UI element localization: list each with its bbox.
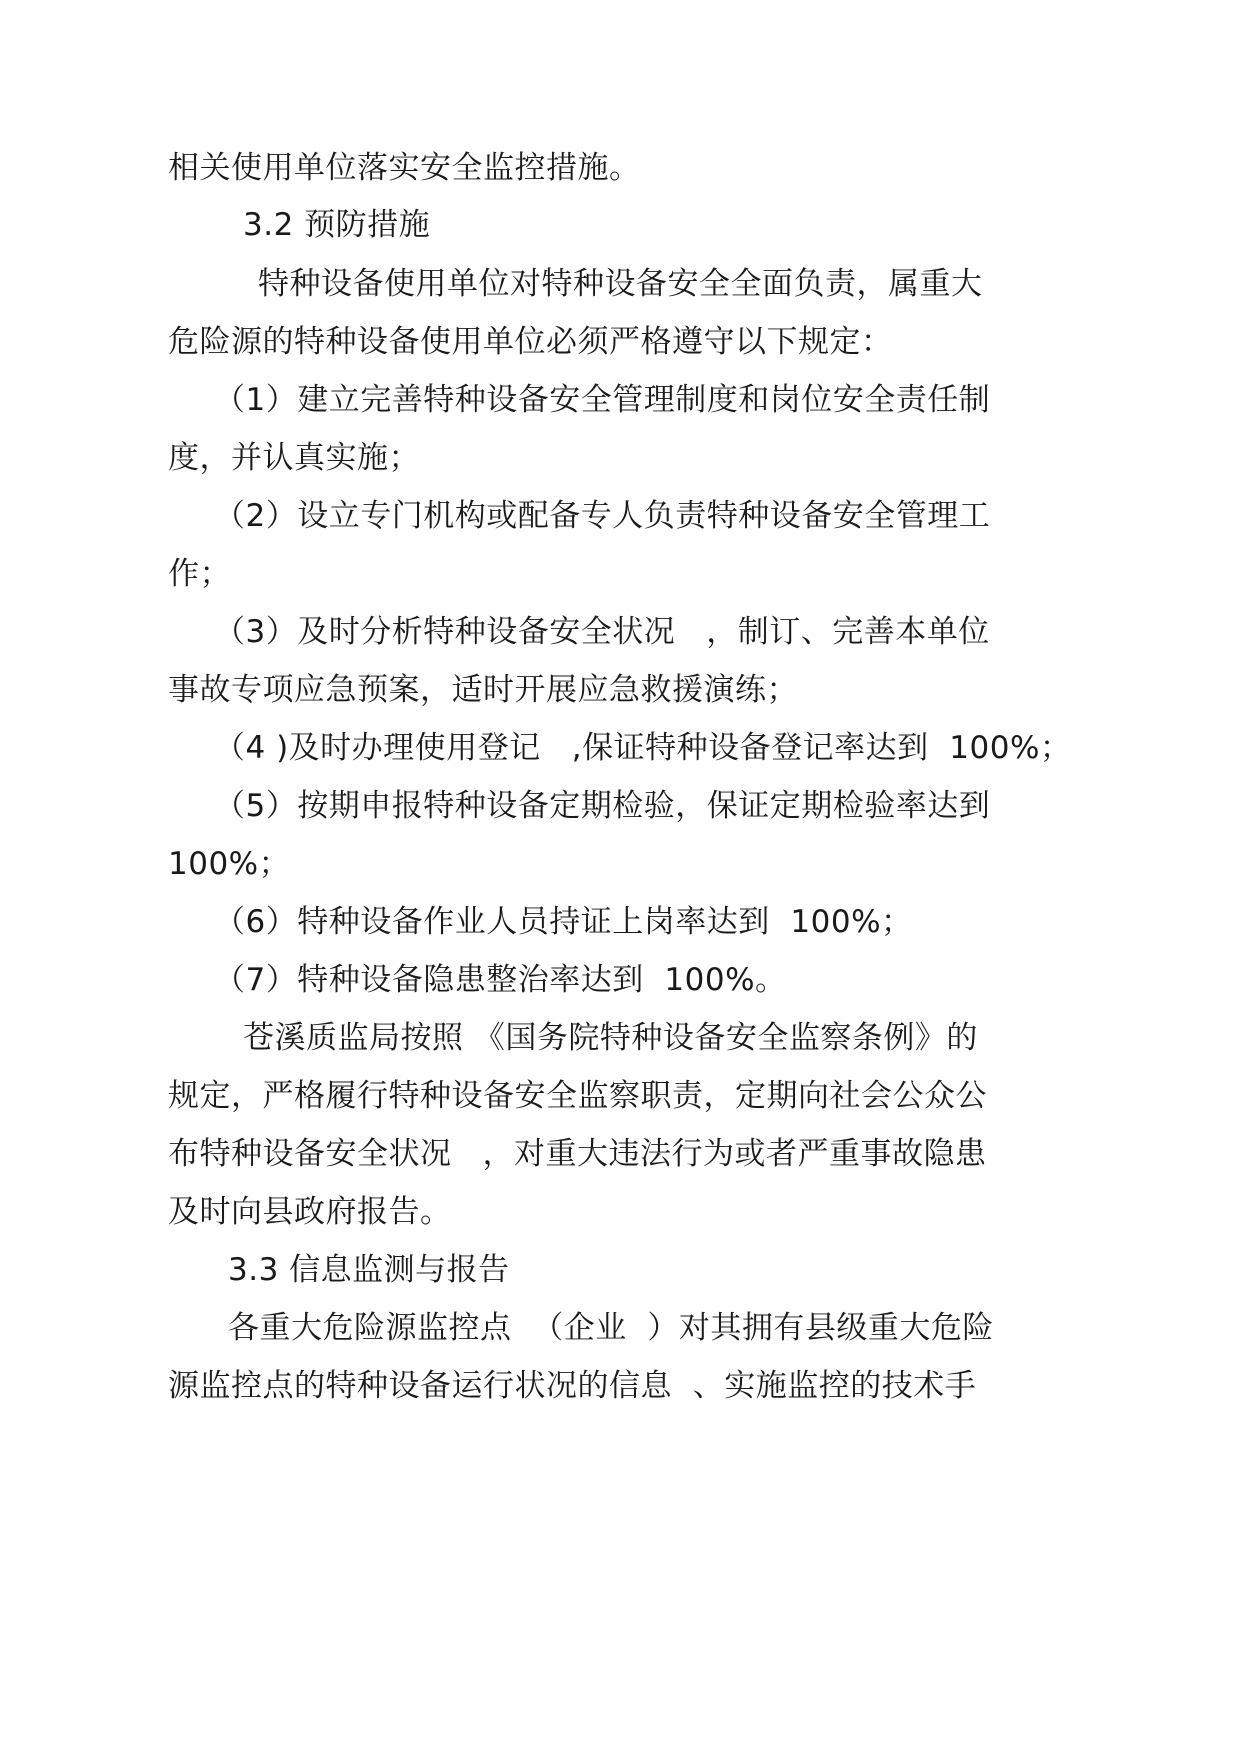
text-line: 布特种设备安全状况 ，对重大违法行为或者严重事故隐患 bbox=[168, 1136, 987, 1172]
list-item: （4 )及时办理使用登记 ,保证特种设备登记率达到 100%； bbox=[214, 730, 1072, 766]
text-line: 及时向县政府报告。 bbox=[168, 1194, 452, 1230]
text-line: 苍溪质监局按照 《国务院特种设备安全监察条例》的 bbox=[243, 1020, 978, 1056]
list-item: （7）特种设备隐患整治率达到 100%。 bbox=[214, 962, 787, 998]
list-item: （5）按期申报特种设备定期检验，保证定期检验率达到 bbox=[214, 788, 991, 824]
text-line: 各重大危险源监控点 （企业 ）对其拥有县级重大危险 bbox=[228, 1310, 994, 1346]
text-line: 作； bbox=[168, 556, 231, 592]
list-item: （2）设立专门机构或配备专人负责特种设备安全管理工 bbox=[214, 498, 991, 534]
list-item: （3）及时分析特种设备安全状况 ，制订、完善本单位 bbox=[214, 614, 990, 650]
text-line: 规定，严格履行特种设备安全监察职责，定期向社会公众公 bbox=[168, 1078, 987, 1114]
text-line: 度，并认真实施； bbox=[168, 440, 420, 476]
section-heading: 3.3 信息监测与报告 bbox=[228, 1252, 510, 1288]
text-line: 相关使用单位落实安全监控措施。 bbox=[168, 150, 641, 186]
list-item: （6）特种设备作业人员持证上岗率达到 100%； bbox=[214, 904, 913, 940]
text-line: 100%； bbox=[168, 846, 291, 882]
text-line: 危险源的特种设备使用单位必须严格遵守以下规定： bbox=[168, 324, 893, 360]
section-heading: 3.2 预防措施 bbox=[243, 207, 431, 243]
text-line: 事故专项应急预案，适时开展应急救援演练； bbox=[168, 672, 798, 708]
text-line: 特种设备使用单位对特种设备安全全面负责，属重大 bbox=[258, 266, 983, 302]
text-line: 源监控点的特种设备运行状况的信息 、实施监控的技术手 bbox=[168, 1368, 977, 1404]
list-item: （1）建立完善特种设备安全管理制度和岗位安全责任制 bbox=[214, 382, 991, 418]
